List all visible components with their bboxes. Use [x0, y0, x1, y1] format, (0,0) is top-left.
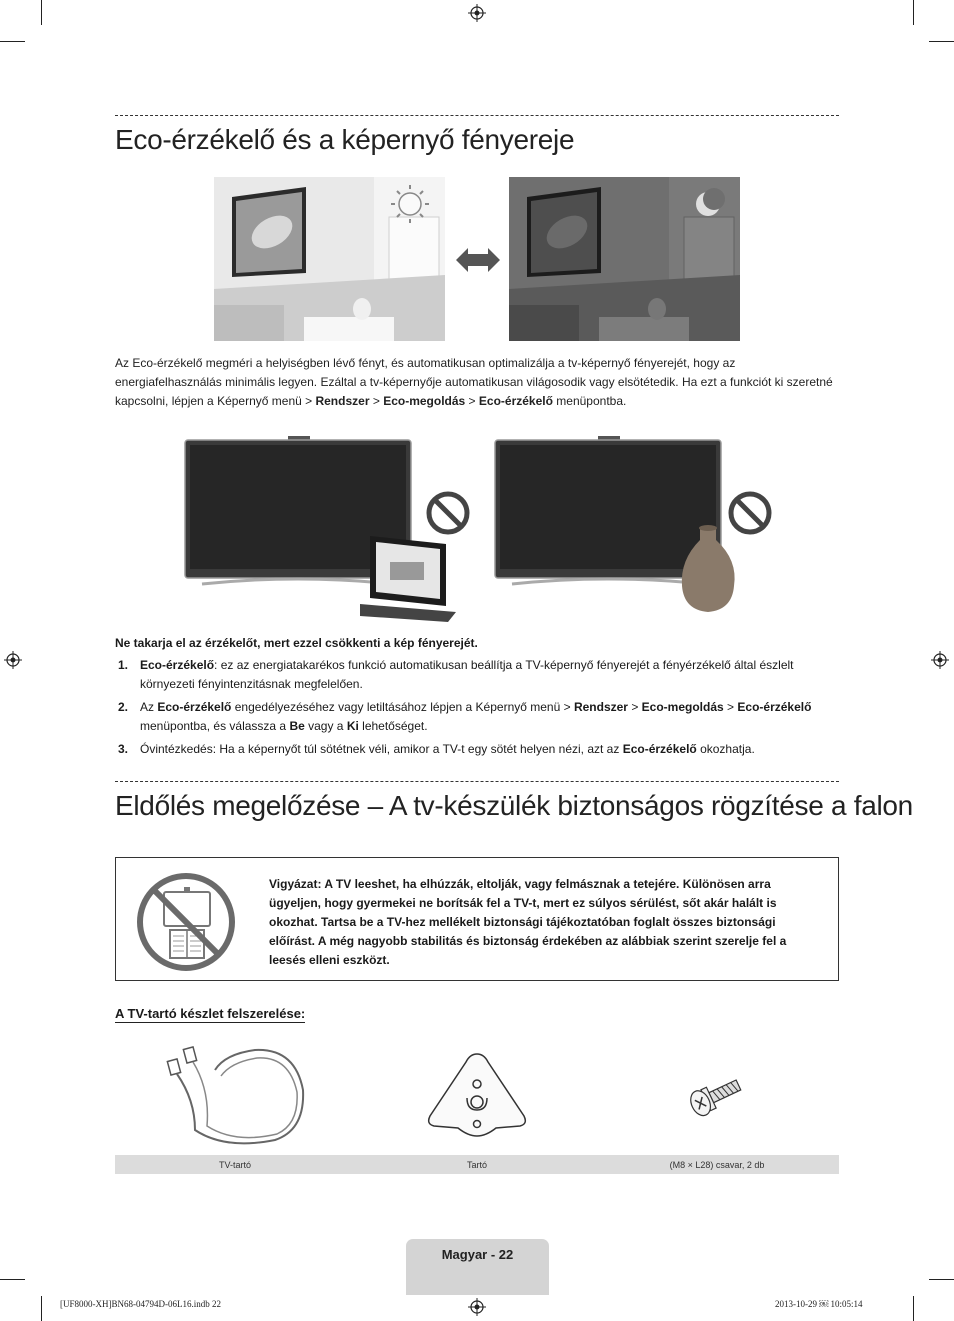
- list-item: 3. Óvintézkedés: Ha a képernyőt túl sötétnek véli, amikor a TV-t egy sötét helyen nézi, azt az Eco-érzékelő okozhatja.: [118, 742, 755, 756]
- eco-sensor-notes: [115, 656, 839, 763]
- tv-blocked-by-vase-illustration: [494, 436, 784, 622]
- section-divider: [115, 115, 839, 116]
- crop-mark: [0, 41, 25, 42]
- caution-text: Vigyázat: A TV leeshet, ha elhúzzák, eltolják, vagy felmásznak a tetejére. Különösen arra ügyeljen, hogy gyermekei ne borítsák fel a TV-t, mert ez súlyos sérülést, sőt akár halált is okozhat. Tartsa be a TV-hez mellékelt biztonsági tájékoztatóban foglalt összes biztonsági előírást. A még nagyobb stabilitás és biztonság érdekében az alábbiak szerint szerelje fel a leesés elleni eszközt.: [269, 877, 787, 967]
- double-arrow-icon: [456, 248, 500, 272]
- section-title-tip-prevention: Eldőlés megelőzése – A tv-készülék biztonságos rögzítése a falon: [115, 790, 913, 821]
- bracket-icon: [426, 1050, 528, 1138]
- registration-mark-icon: [468, 4, 486, 22]
- list-item: 2. Az Eco-érzékelő engedélyezéséhez vagy letiltásához lépjen a Képernyő menü > Rendszer > Eco-megoldás > Eco-érzékelő menüpontba, és válassza a Be vagy a Ki lehetőséget.: [118, 700, 812, 733]
- kit-subheading: A TV-tartó készlet felszerelése:: [115, 1006, 306, 1021]
- crop-mark: [41, 0, 42, 25]
- crop-mark: [913, 0, 914, 25]
- caption-tv-holder: TV-tartó: [218, 1160, 251, 1170]
- footer-timestamp: 2013-10-29 ￼ 10:05:14: [775, 1299, 863, 1309]
- screw-icon: [687, 1072, 745, 1120]
- crop-mark: [929, 41, 954, 42]
- eco-sensor-intro: Az Eco-érzékelő megméri a helyiségben lévő fényt, és automatikusan optimalizálja a tv-képernyő fényerejét, hogy az energiafelhasználás minimális legyen. Ezáltal a tv-képernyője automatikusan világosodik vagy elsötétedik. Ha ezt a funkciót ki szeretné kapcsolni, lépjen a Képernyő menü > Rendszer > Eco-megoldás > Eco-érzékelő menüpontba.: [115, 356, 833, 408]
- crop-mark: [41, 1296, 42, 1321]
- section-divider: [115, 781, 839, 782]
- bright-room-illustration: [214, 177, 445, 341]
- prohibition-icon: [731, 494, 769, 532]
- dark-room-illustration: [509, 177, 740, 341]
- crop-mark: [929, 1279, 954, 1280]
- sensor-warning: Ne takarja el az érzékelőt, mert ezzel csökkenti a kép fényerejét.: [115, 636, 478, 650]
- caption-screw: (M8 × L28) csavar, 2 db: [669, 1160, 765, 1170]
- registration-mark-icon: [931, 651, 949, 669]
- caption-bracket: Tartó: [466, 1160, 487, 1170]
- cable-icon: [165, 1040, 310, 1152]
- prohibition-icon: [429, 494, 467, 532]
- no-climbing-tv-icon: [134, 870, 238, 974]
- footer-file-info: [UF8000-XH]BN68-04794D-06L16.indb 22: [60, 1299, 221, 1309]
- registration-mark-icon: [468, 1298, 486, 1316]
- page-number: Magyar - 22: [441, 1247, 514, 1262]
- picture-frame: [360, 536, 456, 622]
- tv-blocked-by-frame-illustration: [184, 436, 474, 622]
- section-title-eco-sensor: Eco-érzékelő és a képernyő fényereje: [115, 124, 575, 155]
- list-item: 1. Eco-érzékelő: ez az energiatakarékos funkció automatikusan beállítja a TV-képernyő fényerejét a fényérzékelő által észlelt környezeti fényintenzitásnak megfelelően.: [118, 658, 794, 691]
- crop-mark: [913, 1296, 914, 1321]
- kit-captions: [115, 1155, 839, 1174]
- registration-mark-icon: [4, 651, 22, 669]
- crop-mark: [0, 1279, 25, 1280]
- page-number-tab: [406, 1239, 549, 1295]
- caution-box: [115, 857, 839, 981]
